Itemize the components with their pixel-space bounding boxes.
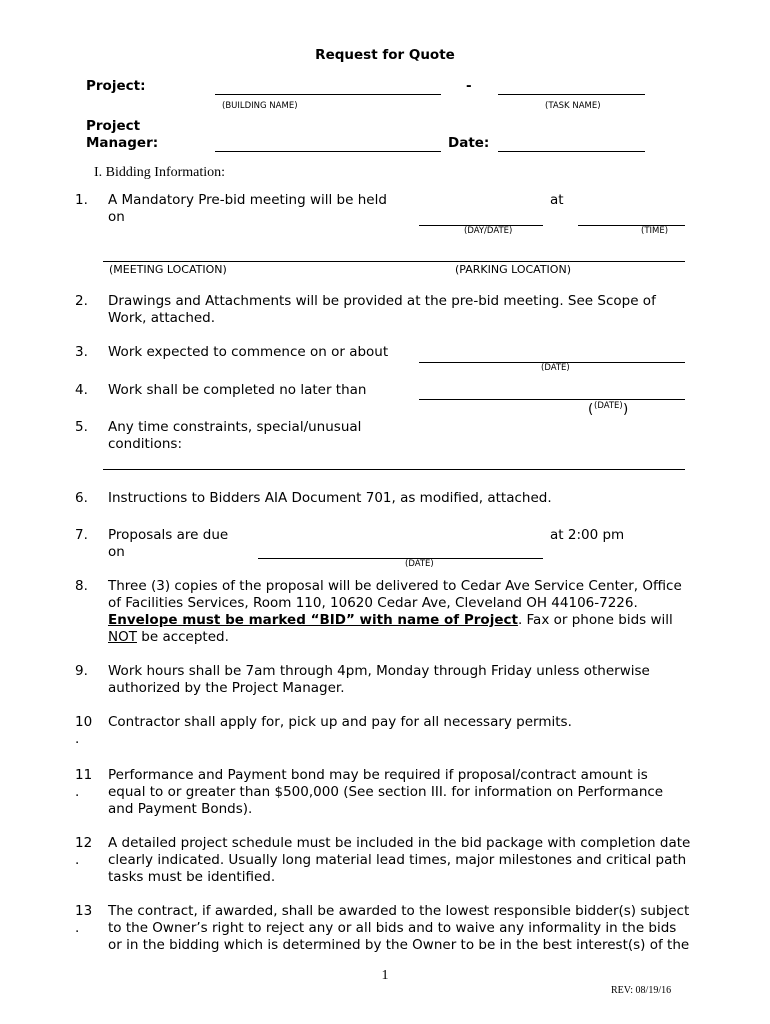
- item-text: be accepted.: [136, 629, 229, 645]
- item-text: on: [108, 209, 125, 225]
- item-text-line: [108, 612, 673, 629]
- item-text: or in the bidding which is determined by the Owner to be in the best interest(s) of the: [108, 937, 690, 953]
- item-number: 10: [75, 714, 93, 730]
- item-number: 7.: [75, 527, 88, 543]
- item-text: The contract, if awarded, shall be awarded to the lowest responsible bidder(s) subject: [108, 903, 690, 919]
- item-number: 12: [75, 835, 93, 851]
- section-heading: I. Bidding Information:: [94, 165, 226, 180]
- item-text: . Fax or phone bids will: [517, 612, 673, 628]
- item-text: Drawings and Attachments will be provided at the pre-bid meeting. See Scope of: [108, 293, 656, 309]
- item-number-dot: .: [75, 731, 80, 747]
- pm-label-line2: Manager:: [86, 135, 159, 151]
- item-number-dot: .: [75, 920, 80, 936]
- item-number: 11: [75, 767, 93, 783]
- task-name-field[interactable]: [498, 94, 645, 95]
- item-text: Work hours shall be 7am through 4pm, Monday through Friday unless otherwise: [108, 663, 650, 679]
- field-caption: (PARKING LOCATION): [455, 263, 571, 276]
- page-number: 1: [381, 968, 389, 983]
- project-dash: -: [466, 78, 472, 94]
- item-text: equal to or greater than $500,000 (See section III. for information on Performance: [108, 784, 664, 800]
- item-text: Work expected to commence on or about: [108, 344, 389, 360]
- date-label: Date:: [448, 135, 490, 151]
- meeting-location-field[interactable]: [103, 261, 685, 262]
- constraints-field[interactable]: [103, 469, 685, 470]
- item-number-dot: .: [75, 784, 80, 800]
- item-text: at 2:00 pm: [550, 527, 625, 543]
- item-number: 8.: [75, 578, 88, 594]
- item-text: conditions:: [108, 436, 182, 452]
- task-name-caption: (TASK NAME): [545, 101, 601, 111]
- building-name-caption: (BUILDING NAME): [222, 101, 298, 111]
- item-number: 5.: [75, 419, 88, 435]
- page-title: Request for Quote: [315, 47, 455, 63]
- item-number: 4.: [75, 382, 88, 398]
- project-manager-field[interactable]: [215, 151, 441, 152]
- date-field[interactable]: [498, 151, 645, 152]
- item-text: and Payment Bonds).: [108, 801, 253, 817]
- field-caption: (DATE): [541, 363, 570, 373]
- item-text: A detailed project schedule must be included in the bid package with completion date: [108, 835, 691, 851]
- item-number: 3.: [75, 344, 88, 360]
- item-text: Contractor shall apply for, pick up and pay for all necessary permits.: [108, 714, 572, 730]
- envelope-instruction: Envelope must be marked “BID” with name of Project: [108, 612, 518, 628]
- item-text: authorized by the Project Manager.: [108, 680, 345, 696]
- item-text: Instructions to Bidders AIA Document 701, as modified, attached.: [108, 490, 552, 506]
- revision-label: REV: 08/19/16: [611, 985, 672, 996]
- field-caption: (MEETING LOCATION): [109, 263, 227, 276]
- item-text: Work shall be completed no later than: [108, 382, 367, 398]
- item-text: on: [108, 544, 125, 560]
- item-text: Three (3) copies of the proposal will be delivered to Cedar Ave Service Center, Office: [108, 578, 682, 594]
- item-number-dot: .: [75, 852, 80, 868]
- item-text: tasks must be identified.: [108, 869, 276, 885]
- item-text: Proposals are due: [108, 527, 229, 543]
- proposal-due-date-field[interactable]: [258, 558, 543, 559]
- field-caption: (DAY/DATE): [464, 226, 513, 236]
- item-number: 13: [75, 903, 93, 919]
- paren: ): [623, 401, 629, 417]
- building-name-field[interactable]: [215, 94, 441, 95]
- item-text: of Facilities Services, Room 110, 10620 Cedar Ave, Cleveland OH 44106-7226.: [108, 595, 638, 611]
- field-caption: (DATE): [594, 401, 623, 411]
- item-text: Any time constraints, special/unusual: [108, 419, 362, 435]
- item-text: at: [550, 192, 564, 208]
- pm-label-line1: Project: [86, 118, 141, 134]
- field-caption: (DATE): [405, 559, 434, 569]
- paren: (: [588, 401, 594, 417]
- item-text-line: [108, 629, 229, 646]
- item-number: 1.: [75, 192, 88, 208]
- item-number: 2.: [75, 293, 88, 309]
- field-caption: (TIME): [641, 226, 669, 236]
- item-text: to the Owner’s right to reject any or all bids and to waive any informality in the bids: [108, 920, 677, 936]
- item-number: 9.: [75, 663, 88, 679]
- completion-date-field[interactable]: [419, 399, 685, 400]
- item-text: clearly indicated. Usually long material lead times, major milestones and critical path: [108, 852, 687, 868]
- item-number: 6.: [75, 490, 88, 506]
- project-label: Project:: [86, 78, 146, 94]
- item-text: A Mandatory Pre-bid meeting will be held: [108, 192, 387, 208]
- item-text: Performance and Payment bond may be required if proposal/contract amount is: [108, 767, 648, 783]
- not-emphasis: NOT: [108, 629, 137, 645]
- item-text: Work, attached.: [108, 310, 216, 326]
- time-field[interactable]: [578, 225, 685, 226]
